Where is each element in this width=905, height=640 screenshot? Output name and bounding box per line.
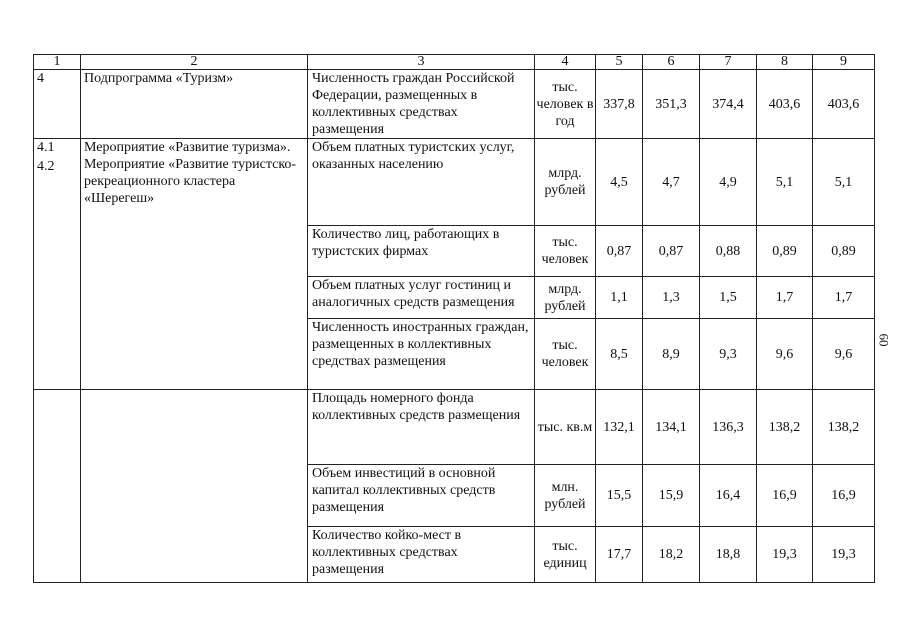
value-cell: 403,6 bbox=[757, 70, 813, 139]
indicator-name: Количество лиц, работающих в туристских фирмах bbox=[308, 226, 535, 277]
value-cell: 0,89 bbox=[813, 226, 875, 277]
unit: млрд. рублей bbox=[535, 139, 596, 226]
value-cell: 374,4 bbox=[700, 70, 757, 139]
event-name: Мероприятие «Развитие туристско-рекреационного кластера «Шерегеш» bbox=[84, 157, 297, 206]
indicator-name: Объем платных услуг гостиниц и аналогичных средств размещения bbox=[308, 277, 535, 319]
value-cell: 19,3 bbox=[757, 527, 813, 583]
indicator-name: Количество койко-мест в коллективных средствах размещения bbox=[308, 527, 535, 583]
event-name: Мероприятие «Развитие туризма». bbox=[84, 140, 291, 155]
value-cell: 17,7 bbox=[596, 527, 643, 583]
value-cell: 9,6 bbox=[813, 319, 875, 390]
col-header-9: 9 bbox=[813, 55, 875, 70]
indicator-name: Объем платных туристских услуг, оказанных населению bbox=[308, 139, 535, 226]
value-cell: 132,1 bbox=[596, 390, 643, 465]
value-cell: 18,8 bbox=[700, 527, 757, 583]
col-header-5: 5 bbox=[596, 55, 643, 70]
value-cell: 4,9 bbox=[700, 139, 757, 226]
header-row bbox=[34, 55, 875, 70]
value-cell: 15,9 bbox=[643, 465, 700, 527]
empty-cell bbox=[34, 390, 81, 583]
indicator-name: Площадь номерного фонда коллективных средств размещения bbox=[308, 390, 535, 465]
item-number: 4.1 bbox=[37, 140, 55, 155]
value-cell: 138,2 bbox=[813, 390, 875, 465]
unit: млн. рублей bbox=[535, 465, 596, 527]
value-cell: 8,5 bbox=[596, 319, 643, 390]
value-cell: 1,7 bbox=[813, 277, 875, 319]
indicator-name: Численность иностранных граждан, размещенных в коллективных средствах размещения bbox=[308, 319, 535, 390]
table-row bbox=[34, 70, 875, 139]
row-number bbox=[34, 139, 81, 390]
value-cell: 134,1 bbox=[643, 390, 700, 465]
unit: тыс. человек в год bbox=[535, 70, 596, 139]
value-cell: 18,2 bbox=[643, 527, 700, 583]
indicator-name: Численность граждан Российской Федерации, размещенных в коллективных средствах размещения bbox=[308, 70, 535, 139]
value-cell: 16,4 bbox=[700, 465, 757, 527]
col-header-6: 6 bbox=[643, 55, 700, 70]
value-cell: 5,1 bbox=[813, 139, 875, 226]
value-cell: 19,3 bbox=[813, 527, 875, 583]
unit: тыс. человек bbox=[535, 319, 596, 390]
col-header-1: 1 bbox=[34, 55, 81, 70]
program-name: Подпрограмма «Туризм» bbox=[81, 70, 308, 139]
value-cell: 0,88 bbox=[700, 226, 757, 277]
value-cell: 0,89 bbox=[757, 226, 813, 277]
unit: тыс. человек bbox=[535, 226, 596, 277]
indicator-name: Объем инвестиций в основной капитал коллективных средств размещения bbox=[308, 465, 535, 527]
value-cell: 0,87 bbox=[643, 226, 700, 277]
value-cell: 138,2 bbox=[757, 390, 813, 465]
value-cell: 1,3 bbox=[643, 277, 700, 319]
indicators-table bbox=[33, 54, 875, 583]
value-cell: 16,9 bbox=[757, 465, 813, 527]
page-number: 60 bbox=[876, 333, 892, 347]
value-cell: 8,9 bbox=[643, 319, 700, 390]
event-names bbox=[81, 139, 308, 390]
col-header-2: 2 bbox=[81, 55, 308, 70]
col-header-3: 3 bbox=[308, 55, 535, 70]
value-cell: 1,1 bbox=[596, 277, 643, 319]
value-cell: 5,1 bbox=[757, 139, 813, 226]
col-header-8: 8 bbox=[757, 55, 813, 70]
value-cell: 16,9 bbox=[813, 465, 875, 527]
empty-cell bbox=[81, 390, 308, 583]
value-cell: 9,3 bbox=[700, 319, 757, 390]
unit: тыс. кв.м bbox=[535, 390, 596, 465]
value-cell: 0,87 bbox=[596, 226, 643, 277]
value-cell: 9,6 bbox=[757, 319, 813, 390]
value-cell: 337,8 bbox=[596, 70, 643, 139]
unit: тыс. единиц bbox=[535, 527, 596, 583]
col-header-4: 4 bbox=[535, 55, 596, 70]
row-number: 4 bbox=[34, 70, 81, 139]
item-number: 4.2 bbox=[37, 159, 55, 174]
value-cell: 1,5 bbox=[700, 277, 757, 319]
value-cell: 136,3 bbox=[700, 390, 757, 465]
col-header-7: 7 bbox=[700, 55, 757, 70]
value-cell: 15,5 bbox=[596, 465, 643, 527]
value-cell: 4,7 bbox=[643, 139, 700, 226]
table-row bbox=[34, 139, 875, 226]
unit: млрд. рублей bbox=[535, 277, 596, 319]
table-row bbox=[34, 390, 875, 465]
value-cell: 1,7 bbox=[757, 277, 813, 319]
value-cell: 4,5 bbox=[596, 139, 643, 226]
value-cell: 403,6 bbox=[813, 70, 875, 139]
value-cell: 351,3 bbox=[643, 70, 700, 139]
